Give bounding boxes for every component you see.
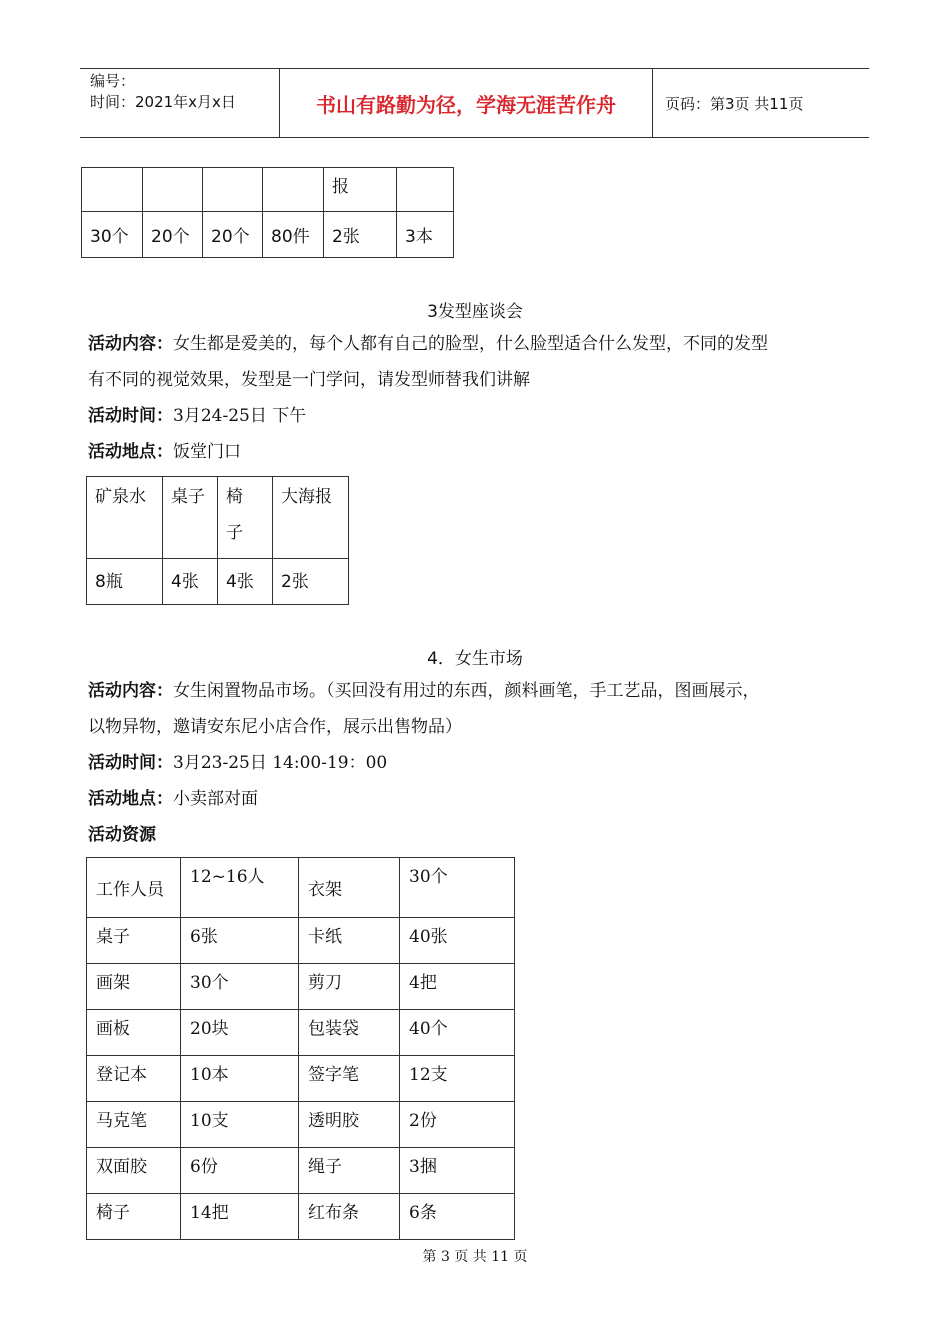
table-row: [87, 1056, 515, 1102]
content-line1: 女生都是爱美的，每个人都有自己的脸型，什么脸型适合什么发型，不同的发型: [173, 334, 768, 354]
table-cell: 2张: [273, 559, 349, 605]
table-header-cell: 桌子: [163, 477, 218, 559]
table-header-cell: 矿泉水: [87, 477, 163, 559]
resources-table: [86, 857, 515, 1240]
table-header-cell: 大海报: [273, 477, 349, 559]
table-cell: 30个: [400, 858, 515, 918]
table-cell: 画架: [87, 964, 181, 1010]
time-value: 3月24-25日 下午: [173, 406, 307, 426]
table-cell: 登记本: [87, 1056, 181, 1102]
table-cell: 包装袋: [299, 1010, 400, 1056]
table-row: [87, 477, 349, 559]
table-cell: 14把: [181, 1194, 299, 1240]
table-cell: 40张: [400, 918, 515, 964]
table-cell: 4张: [218, 559, 273, 605]
table-row: [82, 168, 454, 212]
table-cell: 6条: [400, 1194, 515, 1240]
table-header-cell: [218, 477, 273, 559]
table-cell: 4张: [163, 559, 218, 605]
table-cell: 6份: [181, 1148, 299, 1194]
place-value: 小卖部对面: [173, 789, 258, 809]
table-cell: 工作人员: [87, 858, 181, 918]
time-value: 3月23-25日 14:00-19：00: [173, 753, 388, 773]
table-cell: 10支: [181, 1102, 299, 1148]
table-cell: 马克笔: [87, 1102, 181, 1148]
table-cell: 透明胶: [299, 1102, 400, 1148]
table-cell: 80件: [263, 212, 324, 258]
table-cell: 3捆: [400, 1148, 515, 1194]
table-cell: 4把: [400, 964, 515, 1010]
time-label: 活动时间：: [88, 406, 173, 426]
table-row: [87, 1194, 515, 1240]
table-row: [82, 212, 454, 258]
table-cell: 双面胶: [87, 1148, 181, 1194]
table-cell: [82, 168, 143, 212]
content-label: 活动内容：: [88, 334, 173, 354]
table-cell: 20块: [181, 1010, 299, 1056]
table-row: [87, 559, 349, 605]
table-cell: 2张: [324, 212, 397, 258]
table-cell: 红布条: [299, 1194, 400, 1240]
table-row: [87, 1148, 515, 1194]
section3-title: 3发型座谈会: [427, 302, 523, 322]
table-cell: 剪刀: [299, 964, 400, 1010]
table-cell: 8瓶: [87, 559, 163, 605]
table-cell: [263, 168, 324, 212]
table-cell: 30个: [181, 964, 299, 1010]
section4-title: 4．女生市场: [427, 649, 523, 669]
page-footer: 第 3 页 共 11 页: [422, 1249, 528, 1265]
table-row: [87, 858, 515, 918]
section3-content: [88, 326, 868, 470]
header-motto: 书山有路勤为径，学海无涯苦作舟: [280, 69, 653, 137]
place-label: 活动地点：: [88, 789, 173, 809]
table-cell: 12~16人: [181, 858, 299, 918]
table-cell: 衣架: [299, 858, 400, 918]
table-cell: 2份: [400, 1102, 515, 1148]
hair-talk-table: [86, 476, 349, 605]
table-cell: 20个: [203, 212, 263, 258]
header-page-info: 页码：第3页 共11页: [665, 94, 804, 113]
table-cell: 10本: [181, 1056, 299, 1102]
table-row: [87, 1010, 515, 1056]
table-cell: 签字笔: [299, 1056, 400, 1102]
content-line1: 女生闲置物品市场。（买回没有用过的东西，颜料画笔，手工艺品，图画展示，: [173, 681, 760, 701]
table-cell: 30个: [82, 212, 143, 258]
number-label: 编号：: [90, 72, 136, 90]
table-cell: [397, 168, 454, 212]
content-label: 活动内容：: [88, 681, 173, 701]
table-row: [87, 964, 515, 1010]
table-cell: 3本: [397, 212, 454, 258]
table-cell: 卡纸: [299, 918, 400, 964]
table-cell: 6张: [181, 918, 299, 964]
table-cell: 报: [324, 168, 397, 212]
content-line2: 以物异物，邀请安东尼小店合作，展示出售物品）: [88, 717, 462, 737]
table-row: [87, 918, 515, 964]
table-cell: [143, 168, 203, 212]
table-cell: 桌子: [87, 918, 181, 964]
section4-content: [88, 673, 868, 853]
place-value: 饭堂门口: [173, 442, 241, 462]
content-line2: 有不同的视觉效果，发型是一门学问，请发型师替我们讲解: [88, 370, 530, 390]
header-text: 椅子: [226, 487, 243, 543]
table-cell: 20个: [143, 212, 203, 258]
table-cell: 椅子: [87, 1194, 181, 1240]
table-cell: 12支: [400, 1056, 515, 1102]
date-line: 时间：2021年x月x日: [90, 93, 236, 111]
table-cell: 绳子: [299, 1148, 400, 1194]
table-cell: 40个: [400, 1010, 515, 1056]
page-header: [80, 68, 869, 138]
table-cell: 画板: [87, 1010, 181, 1056]
table-row: [87, 1102, 515, 1148]
time-label: 活动时间：: [88, 753, 173, 773]
resources-label: 活动资源: [88, 825, 156, 845]
place-label: 活动地点：: [88, 442, 173, 462]
continued-table: [81, 167, 454, 258]
header-meta: [80, 69, 280, 137]
table-cell: [203, 168, 263, 212]
